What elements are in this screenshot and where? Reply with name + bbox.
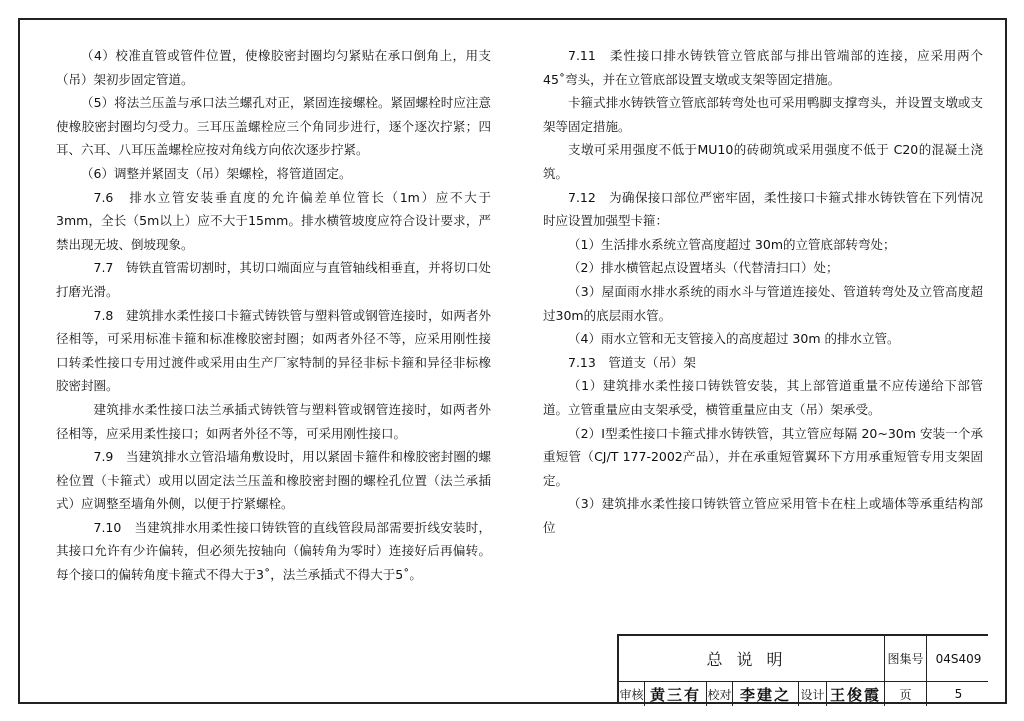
title-block — [617, 634, 988, 704]
clause-7-10: 7.10 当建筑排水用柔性接口铸铁管的直线管段局部需要折线安装时，其接口允许有少许偏转，但必须先按轴向（偏转角为零时）连接好后再偏转。每个接口的偏转角度卡箍式不得大于3˚，法兰承插式不得大于5˚。 — [56, 519, 491, 583]
page-label: 页 — [899, 687, 912, 702]
design-label: 设计 — [800, 687, 825, 702]
check-signature: 李建之 — [739, 685, 791, 704]
item-5: （5）将法兰压盖与承口法兰螺孔对正，紧固连接螺栓。紧固螺栓时应注意使橡胶密封圈均匀受力。三耳压盖螺栓应三个角同步进行，逐个逐次拧紧；四耳、六耳、八耳压盖螺栓应按对角线方向依次逐步拧紧。 — [56, 95, 491, 158]
left-text-column — [56, 44, 491, 587]
title-block-row-2 — [619, 682, 988, 706]
right-text-column — [543, 44, 983, 539]
title-block-row-1 — [619, 636, 988, 682]
check-signature-cell — [733, 682, 799, 706]
review-signature: 黄三有 — [649, 685, 701, 704]
drawing-title-cell — [619, 636, 885, 681]
drawing-title: 总说明 — [706, 650, 797, 669]
design-signature: 王俊霞 — [829, 685, 881, 704]
clause-7-11: 7.11 柔性接口排水铸铁管立管底部与排出管端部的连接，应采用两个 45˚弯头，并在立管底部设置支墩或支架等固定措施。 — [543, 48, 983, 87]
check-label: 校对 — [707, 687, 732, 702]
atlas-number: 04S409 — [935, 651, 982, 666]
item-6: （6）调整并紧固支（吊）架螺栓，将管道固定。 — [81, 165, 352, 181]
clause-7-12-item2: （2）排水横管起点设置堵头（代替清扫口）处； — [568, 260, 839, 276]
check-label-cell — [707, 682, 733, 706]
clause-7-13-item3: （3）建筑排水柔性接口铸铁管立管应采用管卡在柱上或墙体等承重结构部位 — [543, 496, 983, 535]
clause-7-12-item3: （3）屋面雨水排水系统的雨水斗与管道连接处、管道转弯处及立管高度超过30m的底层雨水管。 — [543, 283, 983, 323]
clause-7-13-item1: （1）建筑排水柔性接口铸铁管安装，其上部管道重量不应传递给下部管道。立管重量应由支架承受，横管重量应由支（吊）架承受。 — [543, 378, 983, 417]
atlas-label-cell — [885, 636, 927, 681]
review-label-cell — [619, 682, 645, 706]
clause-7-13: 7.13 管道支（吊）架 — [568, 354, 696, 370]
clause-7-12-item1: （1）生活排水系统立管高度超过 30m的立管底部转弯处； — [568, 236, 896, 252]
clause-7-9: 7.9 当建筑排水立管沿墙角敷设时，用以紧固卡箍件和橡胶密封圈的螺栓位置（卡箍式）或用以固定法兰压盖和橡胶密封圈的螺栓孔位置（法兰承插式）应调整至墙角外侧，以便于拧紧螺栓。 — [56, 449, 491, 512]
atlas-no-cell — [927, 636, 990, 681]
clause-7-12: 7.12 为确保接口部位严密牢固，柔性接口卡箍式排水铸铁管在下列情况时应设置加强型卡箍： — [543, 189, 983, 229]
page-number-cell — [927, 682, 990, 706]
clause-7-8: 7.8 建筑排水柔性接口卡箍式铸铁管与塑料管或钢管连接时，如两者外径相等，可采用标准卡箍和标准橡胶密封圈；如两者外径不等，应采用刚性接口转柔性接口专用过渡件或采用由生产厂家特制的异径非标卡箍和异径非标橡胶密封圈。 — [56, 307, 491, 394]
clause-7-13-item2: （2）Ⅰ型柔性接口卡箍式排水铸铁管，其立管应每隔 20~30m 安装一个承重短管（CJ/T 177-2002产品），并在承重短管翼环下方用承重短管专用支架固定。 — [543, 425, 983, 488]
clause-7-8-para2: 建筑排水柔性接口法兰承插式铸铁管与塑料管或钢管连接时，如两者外径相等，应采用柔性接口；如两者外径不等，可采用刚性接口。 — [56, 401, 491, 441]
clause-7-6: 7.6 排水立管安装垂直度的允许偏差单位管长（1m）应不大于 3mm，全长（5m以上）应不大于15mm。排水横管坡度应符合设计要求，严禁出现无坡、倒坡现象。 — [56, 189, 491, 252]
clause-7-7: 7.7 铸铁直管需切割时，其切口端面应与直管轴线相垂直，并将切口处打磨光滑。 — [56, 260, 491, 299]
clause-7-11-para3: 支墩可采用强度不低于MU10的砖砌筑或采用强度不低于 C20的混凝土浇筑。 — [543, 142, 983, 181]
page-label-cell — [885, 682, 927, 706]
review-label: 审核 — [619, 687, 644, 702]
review-signature-cell — [645, 682, 707, 706]
design-label-cell — [799, 682, 827, 706]
clause-7-12-item4: （4）雨水立管和无支管接入的高度超过 30m 的排水立管。 — [568, 331, 900, 347]
atlas-label: 图集号 — [887, 652, 924, 666]
clause-7-11-para2: 卡箍式排水铸铁管立管底部转弯处也可采用鸭脚支撑弯头，并设置支墩或支架等固定措施。 — [543, 95, 983, 134]
item-4: （4）校准直管或管件位置，使橡胶密封圈均匀紧贴在承口倒角上，用支（吊）架初步固定管道。 — [56, 48, 491, 87]
page-number: 5 — [954, 687, 963, 701]
design-signature-cell — [827, 682, 885, 706]
